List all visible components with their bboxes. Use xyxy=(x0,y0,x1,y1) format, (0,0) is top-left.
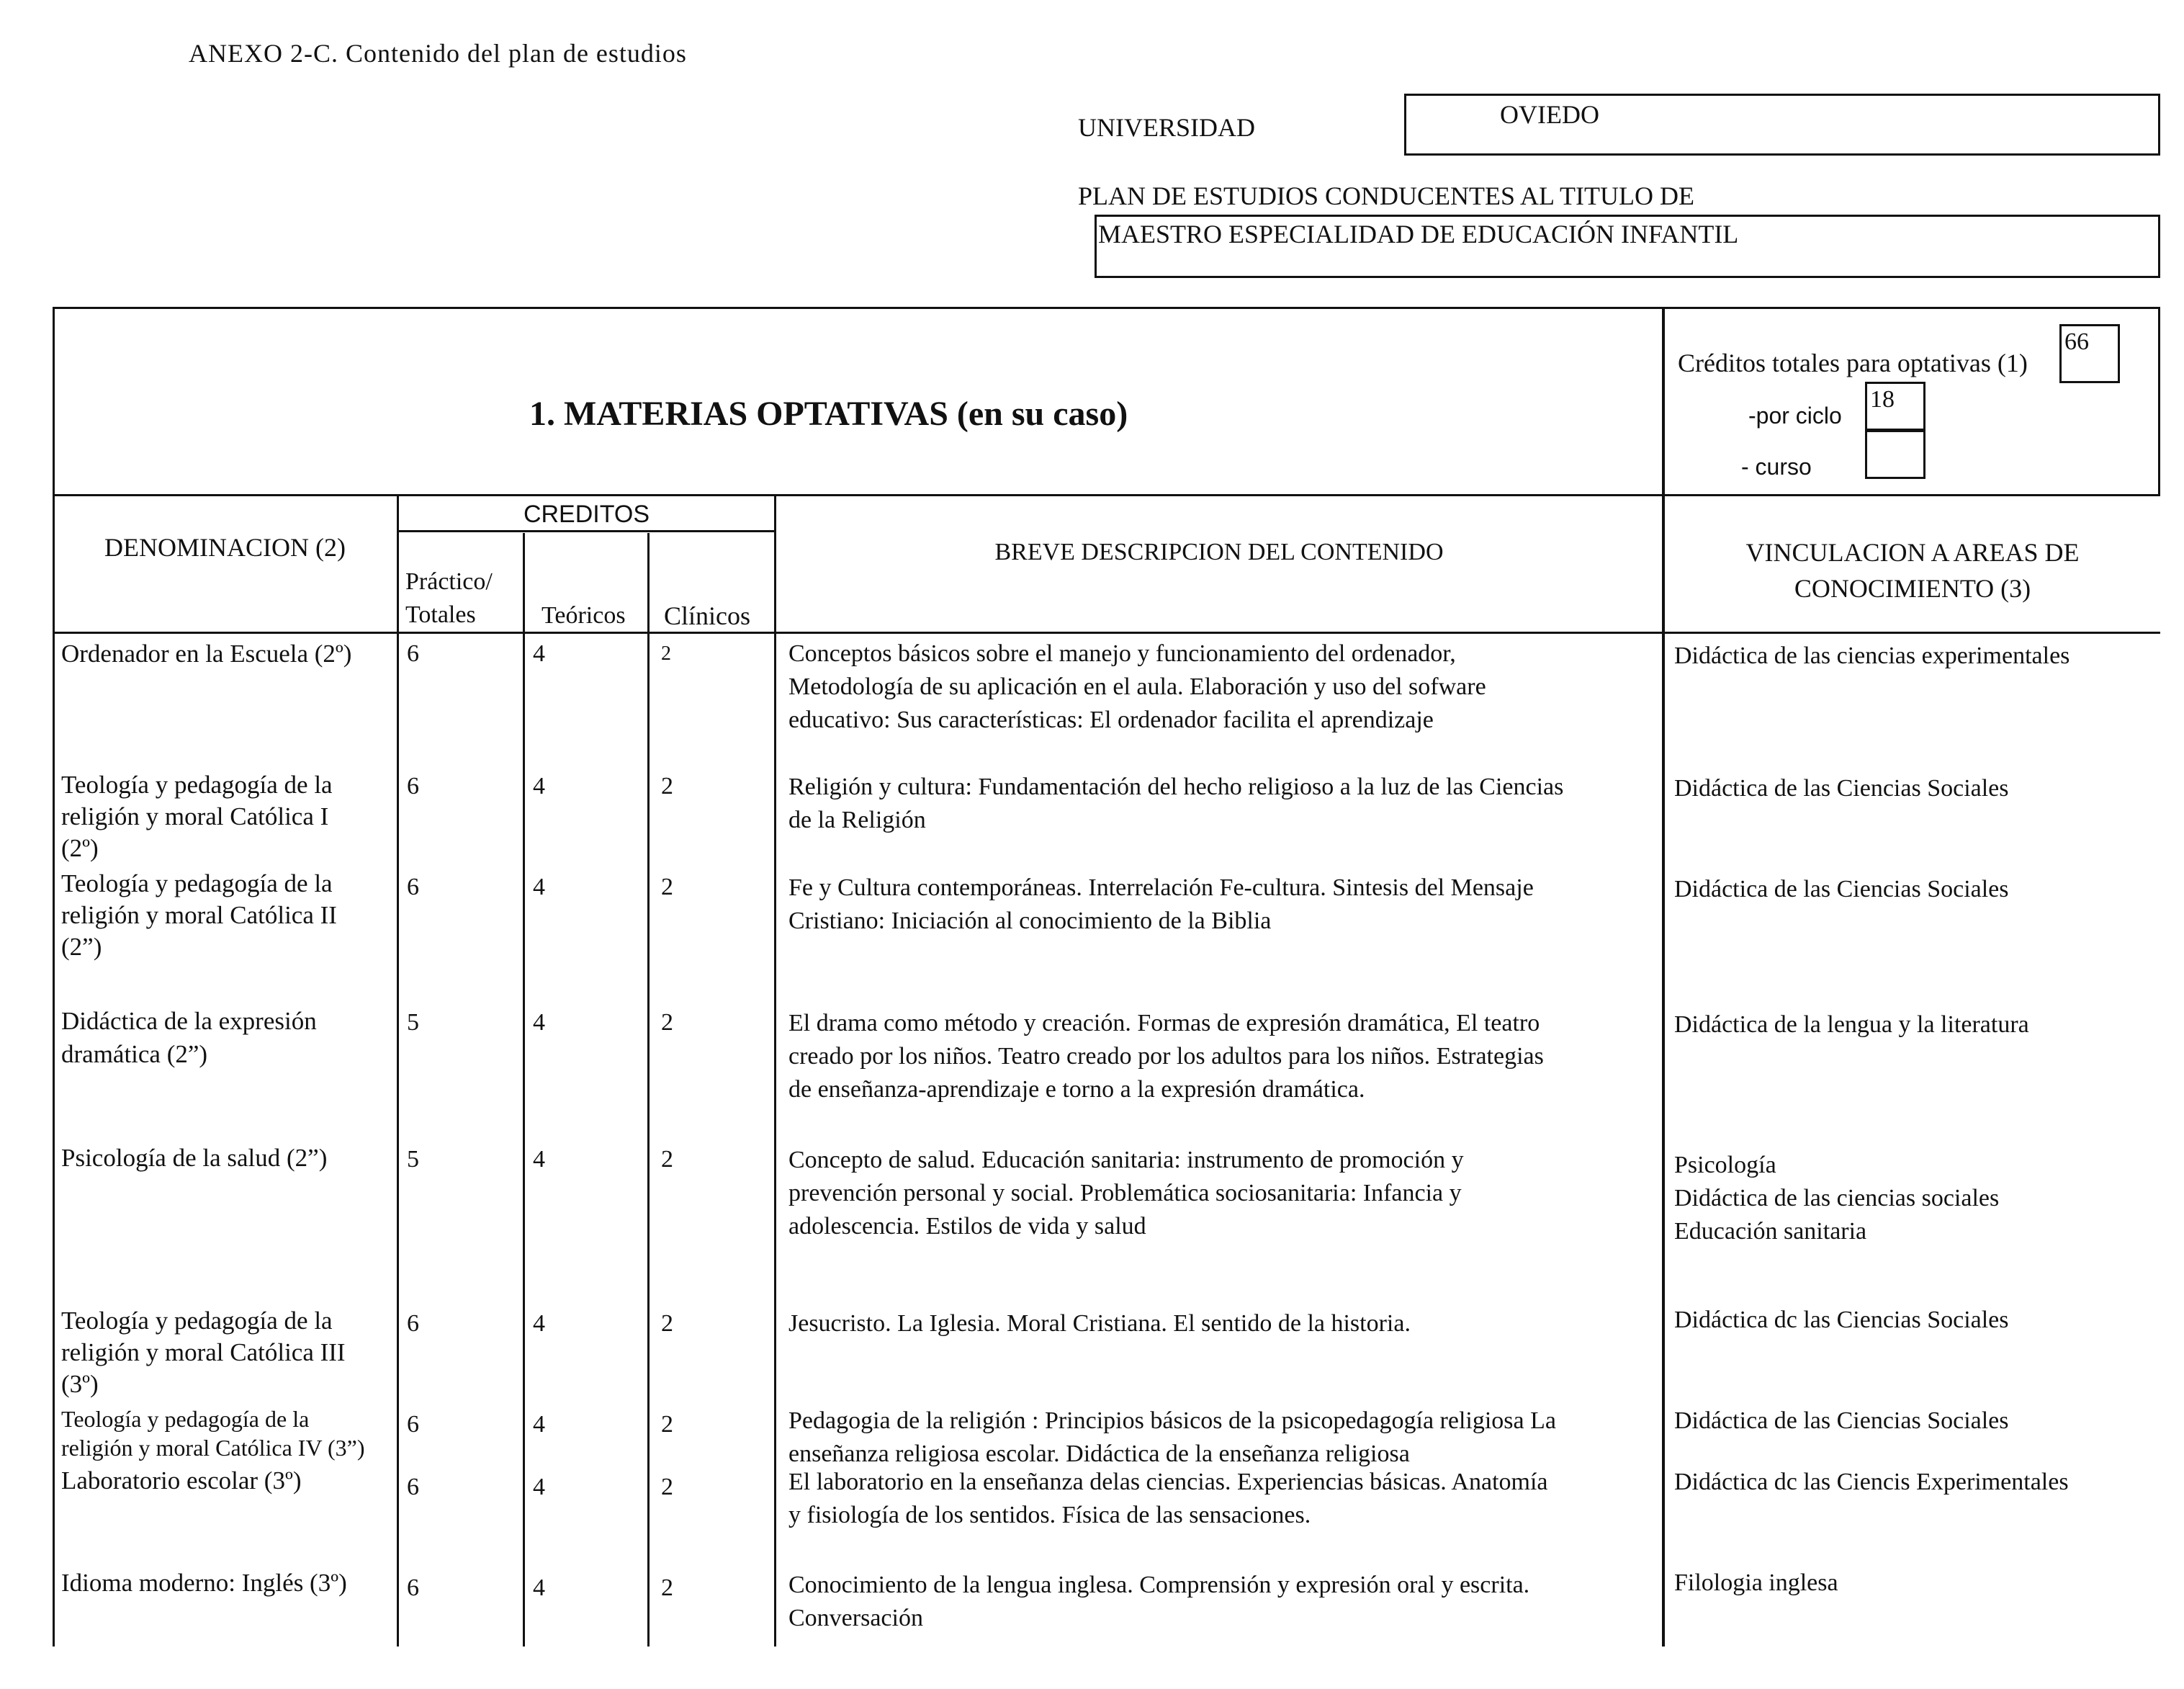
header-teoricos: Teóricos xyxy=(541,602,626,629)
total-credits-label: Créditos totales para optativas (1) xyxy=(1678,349,2028,377)
row-totales: 6 xyxy=(407,1310,419,1337)
row-totales: 6 xyxy=(407,874,419,900)
row-area: Psicología Didáctica de las ciencias sociales Educación sanitaria xyxy=(1674,1152,2000,1245)
row-descripcion: Fe y Cultura contemporáneas. Interrelación Fe-cultura. Sintesis del Mensaje Cristiano: Iniciación al conocimiento de la Biblia xyxy=(788,874,1534,934)
row-clinicos: 2 xyxy=(661,874,673,900)
course-label: - curso xyxy=(1741,454,1812,480)
row-clinicos: 2 xyxy=(661,1574,673,1601)
row-teoricos: 4 xyxy=(533,1009,545,1036)
row-clinicos: 2 xyxy=(661,642,671,665)
cycle-box xyxy=(1865,382,1925,431)
row-denominacion: Ordenador en la Escuela (2º) xyxy=(61,640,352,668)
course-box xyxy=(1865,430,1925,479)
row-descripcion: Conocimiento de la lengua inglesa. Comprensión y expresión oral y escrita. Conversación xyxy=(788,1572,1530,1631)
row-teoricos: 4 xyxy=(533,1574,545,1601)
row-area: Didáctica dc las Ciencis Experimentales xyxy=(1674,1469,2069,1495)
row-denominacion: Teología y pedagogía de la religión y moral Católica I (2º) xyxy=(61,771,333,862)
header-vinculacion: VINCULACION A AREAS DE CONOCIMIENTO (3) xyxy=(1745,538,2080,603)
row-descripcion: Pedagogia de la religión : Principios básicos de la psicopedagogía religiosa La enseñanza religiosa escolar. Didáctica de la enseñanza religiosa xyxy=(788,1407,1556,1467)
row-descripcion: Conceptos básicos sobre el manejo y funcionamiento del ordenador, Metodología de su aplicación en el aula. Elaboración y uso del sofware educativo: Sus características: El ordenador facilita el aprendizaje xyxy=(788,640,1486,733)
row-teoricos: 4 xyxy=(533,1310,545,1337)
row-denominacion: Psicología de la salud (2”) xyxy=(61,1144,328,1172)
row-descripcion: El laboratorio en la enseñanza delas ciencias. Experiencias básicas. Anatomía y fisiología de los sentidos. Física de las sensaciones. xyxy=(788,1469,1548,1528)
row-teoricos: 4 xyxy=(533,874,545,900)
row-totales: 6 xyxy=(407,640,419,667)
row-clinicos: 2 xyxy=(661,1411,673,1438)
row-totales: 6 xyxy=(407,1574,419,1601)
row-denominacion: Teología y pedagogía de la religión y moral Católica II (2”) xyxy=(61,869,337,961)
row-descripcion: Jesucristo. La Iglesia. Moral Cristiana. El sentido de la historia. xyxy=(788,1310,1411,1337)
university-box xyxy=(1404,94,2160,156)
row-totales: 6 xyxy=(407,1474,419,1500)
row-clinicos: 2 xyxy=(661,1009,673,1036)
row-totales: 5 xyxy=(407,1146,419,1173)
row-area: Didáctica de las Ciencias Sociales xyxy=(1674,1407,2009,1434)
row-area: Filologia inglesa xyxy=(1674,1569,1838,1596)
row-clinicos: 2 xyxy=(661,1146,673,1173)
header-totales: Práctico/ Totales xyxy=(405,568,493,628)
row-denominacion: Teología y pedagogía de la religión y moral Católica IV (3”) xyxy=(61,1406,365,1461)
plan-label: PLAN DE ESTUDIOS CONDUCENTES AL TITULO DE xyxy=(1078,182,1694,210)
university-label: UNIVERSIDAD xyxy=(1078,113,1255,142)
row-denominacion: Teología y pedagogía de la religión y moral Católica III (3º) xyxy=(61,1307,346,1398)
row-teoricos: 4 xyxy=(533,640,545,667)
header-denominacion: DENOMINACION (2) xyxy=(104,533,346,562)
row-descripcion: Concepto de salud. Educación sanitaria: instrumento de promoción y prevención personal y social. Problemática sociosanitaria: Infancia y adolescencia. Estilos de vida y salud xyxy=(788,1147,1464,1240)
plan-value: MAESTRO ESPECIALIDAD DE EDUCACIÓN INFANTIL xyxy=(1098,220,1739,248)
row-teoricos: 4 xyxy=(533,1474,545,1500)
row-clinicos: 2 xyxy=(661,1474,673,1500)
row-teoricos: 4 xyxy=(533,1411,545,1438)
row-denominacion: Idioma moderno: Inglés (3º) xyxy=(61,1569,347,1597)
row-totales: 6 xyxy=(407,1411,419,1438)
row-totales: 5 xyxy=(407,1009,419,1036)
row-area: Didáctica de la lengua y la literatura xyxy=(1674,1011,2029,1038)
row-teoricos: 4 xyxy=(533,773,545,799)
row-descripcion: El drama como método y creación. Formas de expresión dramática, El teatro creado por los niños. Teatro creado por los adultos para los niños. Estrategias de enseñanza-aprendizaje e torno a la expresión dramática. xyxy=(788,1010,1544,1103)
section-title: 1. MATERIAS OPTATIVAS (en su caso) xyxy=(529,395,1128,433)
row-clinicos: 2 xyxy=(661,1310,673,1337)
row-totales: 6 xyxy=(407,773,419,799)
row-area: Didáctica de las Ciencias Sociales xyxy=(1674,876,2009,902)
row-teoricos: 4 xyxy=(533,1146,545,1173)
annex-title: ANEXO 2-C. Contenido del plan de estudios xyxy=(189,39,687,68)
cycle-value: 18 xyxy=(1870,386,1895,413)
row-descripcion: Religión y cultura: Fundamentación del hecho religioso a la luz de las Ciencias de la Religión xyxy=(788,774,1564,833)
row-clinicos: 2 xyxy=(661,773,673,799)
header-clinicos: Clínicos xyxy=(664,601,751,630)
total-credits-box xyxy=(2059,324,2120,383)
cycle-label: -por ciclo xyxy=(1748,403,1842,429)
row-denominacion: Laboratorio escolar (3º) xyxy=(61,1466,302,1495)
plan-box xyxy=(1095,215,2160,278)
total-credits-value: 66 xyxy=(2064,328,2089,355)
row-area: Didáctica de las ciencias experimentales xyxy=(1674,642,2070,669)
row-area: Didáctica dc las Ciencias Sociales xyxy=(1674,1307,2009,1333)
university-value: OVIEDO xyxy=(1500,100,1599,129)
row-denominacion: Didáctica de la expresión dramática (2”) xyxy=(61,1007,317,1068)
header-creditos: CREDITOS xyxy=(523,501,650,528)
row-area: Didáctica de las Ciencias Sociales xyxy=(1674,775,2009,802)
header-descripcion: BREVE DESCRIPCION DEL CONTENIDO xyxy=(994,539,1444,565)
